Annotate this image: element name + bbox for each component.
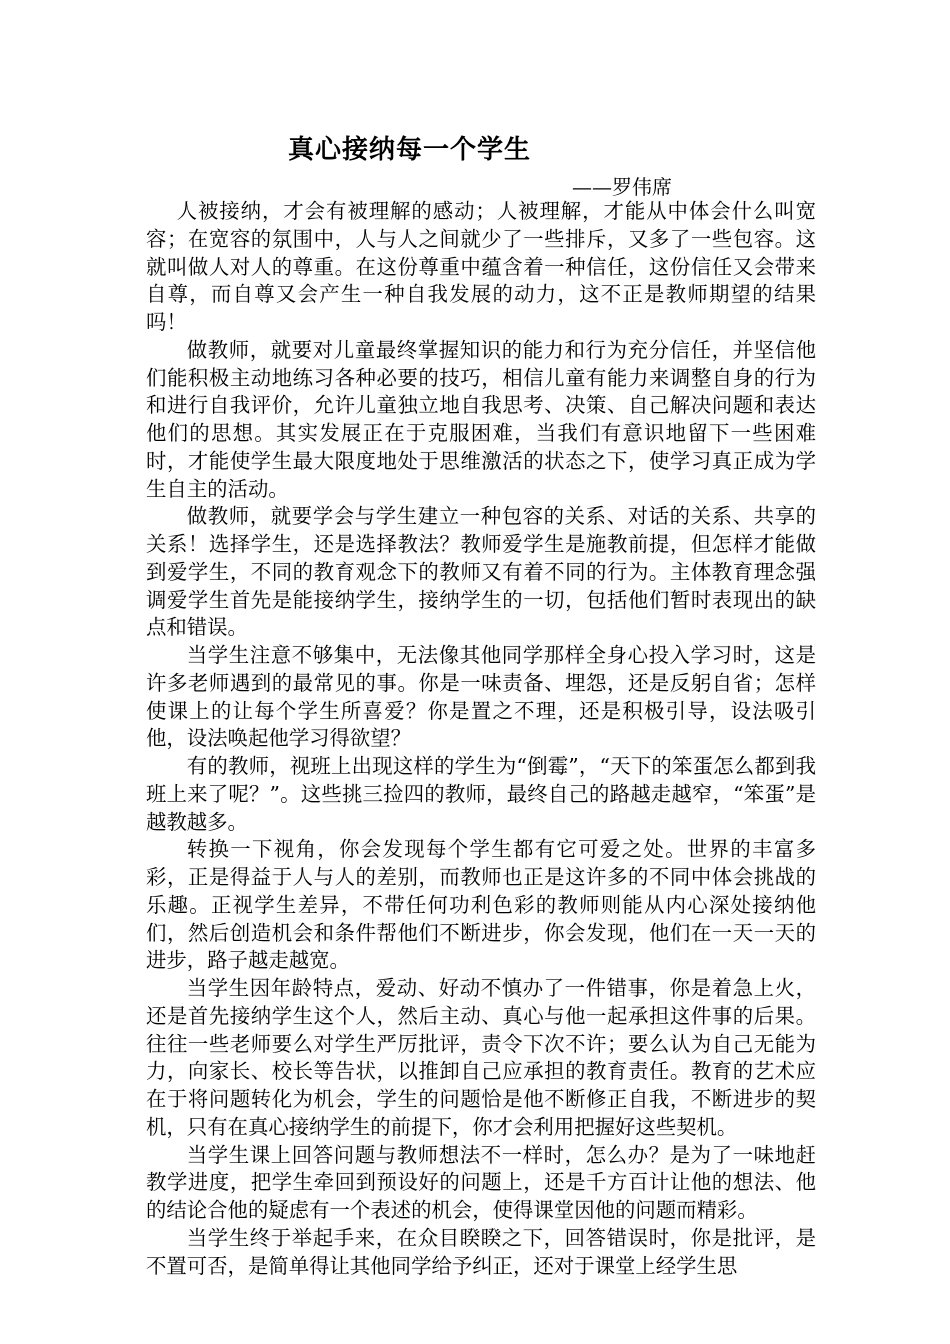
paragraph-4: 当学生注意不够集中，无法像其他同学那样全身心投入学习时，这是许多老师遇到的最常见的事。你是一味责备、埋怨，还是反躬自省；怎样使课上的让每个学生所喜爱？你是置之不理，还是积极引导，设法吸引他，设法唤起他学习得欲望？ <box>146 643 816 751</box>
paragraph-2: 做教师，就要对儿童最终掌握知识的能力和行为充分信任，并坚信他们能积极主动地练习各种必要的技巧，相信儿童有能力来调整自身的行为和进行自我评价，允许儿童独立地自我思考、决策、自己解决问题和表达他们的思想。其实发展正在于克服困难，当我们有意识地留下一些困难时，才能使学生最大限度地处于思维激活的状态之下，使学习真正成为学生自主的活动。 <box>146 337 816 501</box>
document-body <box>146 198 816 1280</box>
paragraph-7: 当学生因年龄特点，爱动、好动不慎办了一件错事，你是着急上火，还是首先接纳学生这个人，然后主动、真心与他一起承担这件事的后果。往往一些老师要么对学生严厉批评，责令下次不许；要么认为自己无能为力，向家长、校长等告状，以推卸自己应承担的教育责任。教育的艺术应在于将问题转化为机会，学生的问题恰是他不断修正自我，不断进步的契机，只有在真心接纳学生的前提下，你才会利用把握好这些契机。 <box>146 976 816 1139</box>
paragraph-3: 做教师，就要学会与学生建立一种包容的关系、对话的关系、共享的关系！选择学生，还是选择教法？教师爱学生是施教前提，但怎样才能做到爱学生，不同的教育观念下的教师又有着不同的行为。主体教育理念强调爱学生首先是能接纳学生，接纳学生的一切，包括他们暂时表现出的缺点和错误。 <box>146 504 816 640</box>
paragraph-5: 有的教师，视班上出现这样的学生为“倒霉”，“天下的笨蛋怎么都到我班上来了呢？”。这些挑三捡四的教师，最终自己的路越走越窄，“笨蛋”是越教越多。 <box>146 754 816 834</box>
document-title: 真心接纳每一个学生 <box>288 135 532 165</box>
paragraph-9: 当学生终于举起手来，在众目睽睽之下，回答错误时，你是批评，是不置可否，是简单得让其他同学给予纠正，还对于课堂上经学生思 <box>146 1225 816 1278</box>
paragraph-1: 人被接纳，才会有被理解的感动；人被理解，才能从中体会什么叫宽容；在宽容的氛围中，人与人之间就少了一些排斥，又多了一些包容。这就叫做人对人的尊重。在这份尊重中蕴含着一种信任，这份信任又会带来自尊，而自尊又会产生一种自我发展的动力，这不正是教师期望的结果吗！ <box>146 199 816 334</box>
paragraph-6: 转换一下视角，你会发现每个学生都有它可爱之处。世界的丰富多彩，正是得益于人与人的差别，而教师也正是这许多的不同中体会挑战的乐趣。正视学生差异，不带任何功利色彩的教师则能从内心深处接纳他们，然后创造机会和条件帮他们不断进步，你会发现，他们在一天一天的进步，路子越走越宽。 <box>146 837 816 973</box>
document-author: ——罗伟席 <box>572 175 672 199</box>
paragraph-8: 当学生课上回答问题与教师想法不一样时，怎么办？是为了一味地赶教学进度，把学生牵回到预设好的问题上，还是千方百计让他的想法、他的结论合他的疑虑有一个表述的机会，使得课堂因他的问题而精彩。 <box>146 1142 816 1222</box>
